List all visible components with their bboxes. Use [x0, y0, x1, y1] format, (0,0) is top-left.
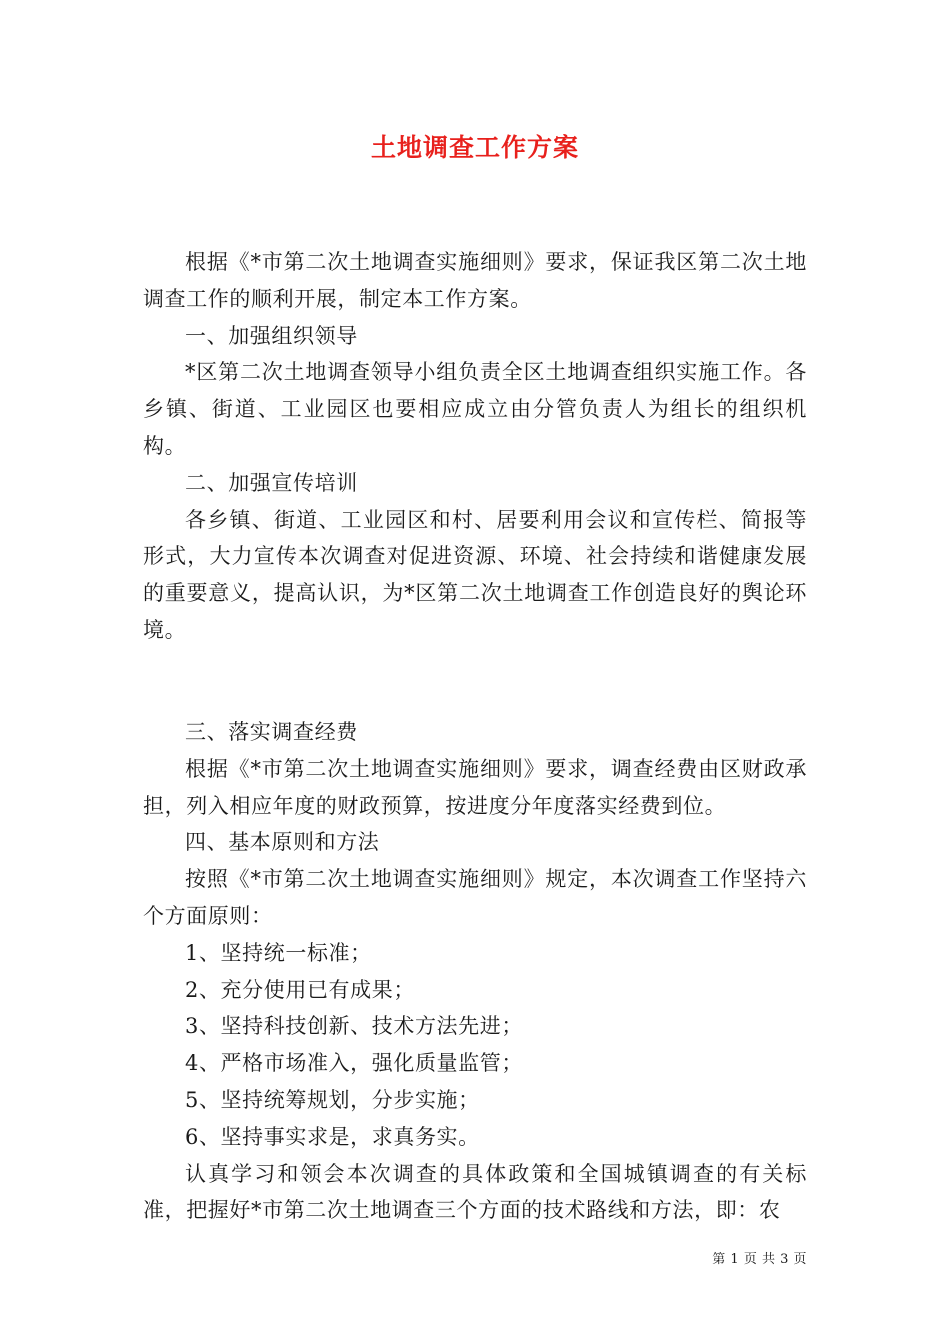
paragraph-intro: 根据《*市第二次土地调查实施细则》要求，保证我区第二次土地调查工作的顺利开展，制定本工作方案。 — [143, 250, 807, 311]
paragraph-funding: 根据《*市第二次土地调查实施细则》要求，调查经费由区财政承担，列入相应年度的财政预算，按进度分年度落实经费到位。 — [143, 756, 807, 818]
document-title: 土地调查工作方案 — [370, 133, 579, 162]
page-number: 第 1 页 共 3 页 — [712, 1252, 807, 1267]
paragraph-principles: 按照《*市第二次土地调查实施细则》规定，本次调查工作坚持六个方面原则： — [143, 867, 807, 928]
paragraph-organization: *区第二次土地调查领导小组负责全区土地调查组织实施工作。各乡镇、街道、工业园区也要相应成立由分管负责人为组长的组织机构。 — [143, 360, 807, 458]
paragraph-methods: 认真学习和领会本次调查的具体政策和全国城镇调查的有关标准，把握好*市第二次土地调查三个方面的技术路线和方法，即：农 — [143, 1161, 807, 1223]
list-item: 2、充分使用已有成果； — [185, 977, 415, 1002]
body-section-1 — [143, 244, 807, 649]
list-item: 3、坚持科技创新、技术方法先进； — [185, 1014, 523, 1039]
list-item: 5、坚持统筹规划，分步实施； — [185, 1087, 480, 1112]
paragraph-publicity: 各乡镇、街道、工业园区和村、居要利用会议和宣传栏、简报等形式，大力宣传本次调查对促进资源、环境、社会持续和谐健康发展的重要意义，提高认识，为*区第二次土地调查工作创造良好的舆论环境。 — [143, 507, 807, 642]
list-item: 4、严格市场准入，强化质量监管； — [185, 1051, 523, 1076]
list-item: 6、坚持事实求是，求真务实。 — [185, 1124, 480, 1149]
heading-principles: 四、基本原则和方法 — [185, 830, 380, 855]
heading-organization: 一、加强组织领导 — [185, 323, 358, 348]
list-item: 1、坚持统一标准； — [185, 940, 372, 965]
heading-funding: 三、落实调查经费 — [185, 720, 358, 744]
body-section-2 — [143, 714, 807, 1229]
heading-publicity: 二、加强宣传培训 — [185, 470, 358, 495]
